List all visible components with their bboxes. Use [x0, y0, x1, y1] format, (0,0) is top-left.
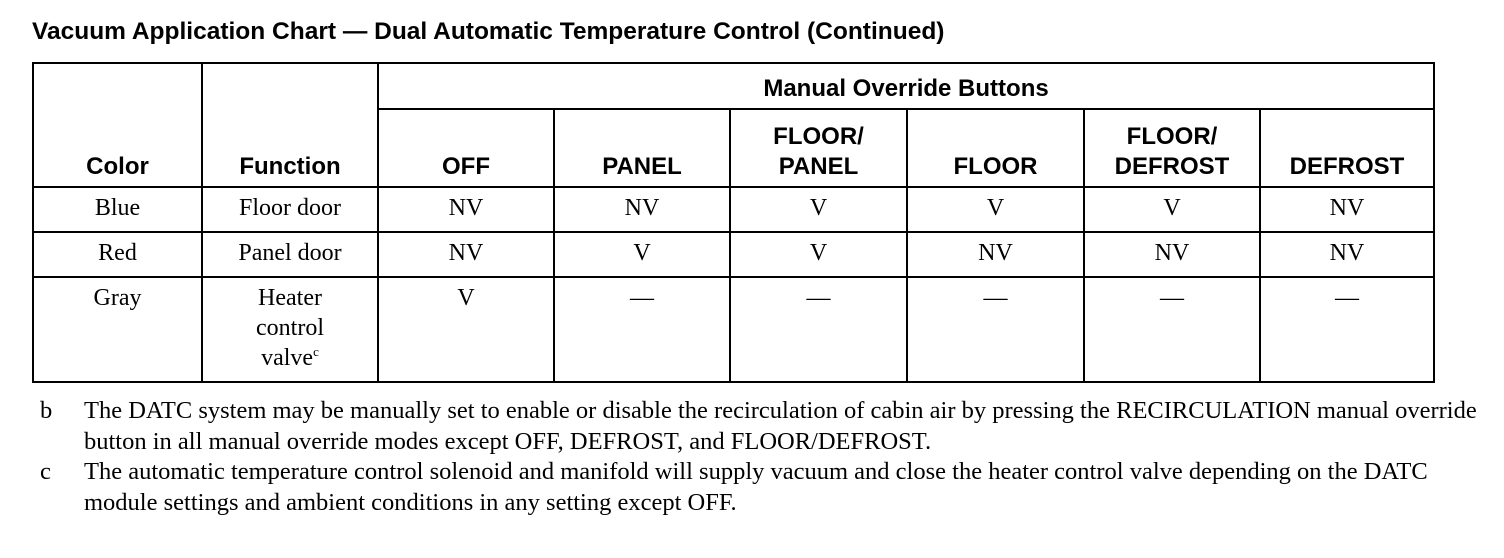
- column-header-off: OFF: [378, 109, 554, 187]
- vacuum-application-table: [32, 62, 1435, 383]
- cell-value: V: [730, 232, 907, 277]
- cell-value: —: [554, 277, 730, 382]
- cell-value: V: [378, 277, 554, 382]
- column-header-floor-panel: FLOOR/ PANEL: [730, 109, 907, 187]
- cell-function: Panel door: [202, 232, 378, 277]
- cell-value: NV: [1260, 232, 1434, 277]
- footnotes: [40, 396, 1480, 518]
- column-header-color: Color: [33, 63, 202, 187]
- cell-value: NV: [907, 232, 1084, 277]
- table-row: [33, 232, 1434, 277]
- column-header-panel: PANEL: [554, 109, 730, 187]
- column-header-function: Function: [202, 63, 378, 187]
- header-row-group: [33, 63, 1434, 109]
- cell-color: Gray: [33, 277, 202, 382]
- table-row: [33, 187, 1434, 232]
- footnote-marker: c: [313, 344, 319, 359]
- column-header-defrost: DEFROST: [1260, 109, 1434, 187]
- cell-color: Blue: [33, 187, 202, 232]
- chart-title: Vacuum Application Chart — Dual Automatic Temperature Control (Continued): [32, 18, 945, 45]
- cell-value: NV: [554, 187, 730, 232]
- footnote-text: The DATC system may be manually set to enable or disable the recirculation of cabin air by pressing the RECIRCULATION manual override button in all manual override modes except OFF, DEFROST, and FLOOR/DEFROST.: [84, 397, 1477, 455]
- cell-function: Heater control valve$^c$: [202, 277, 378, 382]
- cell-function: Floor door: [202, 187, 378, 232]
- footnote-text: The automatic temperature control solenoid and manifold will supply vacuum and close the heater control valve depending on the DATC module settings and ambient conditions in any setting except OFF.: [84, 458, 1428, 516]
- cell-value: NV: [378, 232, 554, 277]
- cell-color: Red: [33, 232, 202, 277]
- cell-value: V: [730, 187, 907, 232]
- cell-value: NV: [1084, 232, 1260, 277]
- footnote: [40, 396, 1480, 457]
- column-header-floor: FLOOR: [907, 109, 1084, 187]
- cell-value: —: [1084, 277, 1260, 382]
- group-header-manual-override: Manual Override Buttons: [378, 63, 1434, 109]
- footnote-letter: b: [40, 397, 53, 424]
- cell-value: V: [1084, 187, 1260, 232]
- cell-value: V: [907, 187, 1084, 232]
- footnote: [40, 457, 1480, 518]
- table-row: [33, 277, 1434, 382]
- cell-value: NV: [378, 187, 554, 232]
- cell-value: —: [1260, 277, 1434, 382]
- cell-value: —: [730, 277, 907, 382]
- footnote-letter: c: [40, 458, 51, 485]
- cell-value: NV: [1260, 187, 1434, 232]
- cell-value: V: [554, 232, 730, 277]
- cell-value: —: [907, 277, 1084, 382]
- column-header-floor-defrost: FLOOR/ DEFROST: [1084, 109, 1260, 187]
